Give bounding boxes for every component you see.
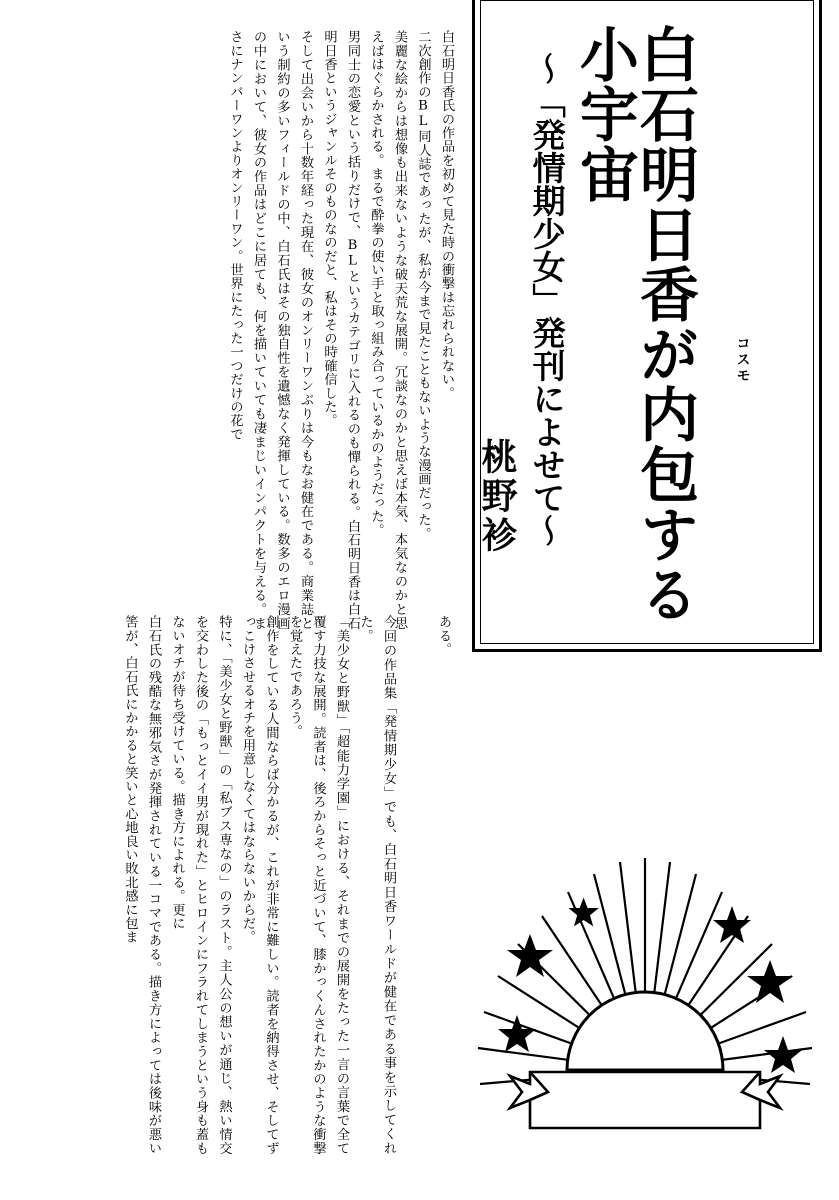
body-text-lower	[60, 615, 400, 1155]
sun-disc	[567, 992, 723, 1070]
paragraph: 白石氏の残酷な無邪気さが発揮されている一コマである。描き方によっては後味が悪い筈が、白石氏にかかると笑いと心地良い敗北感に包ま	[122, 615, 161, 1155]
body-text-upper	[38, 30, 458, 630]
paragraph: そして出会いから十数年経った現在、彼女のオンリーワンぶりは今もなお健在である。商業誌という制約の多いフィールドの中、白石氏はその独自性を遺憾なく発揮している。数多のエロ漫画の中において、彼女の作品はどこに居ても、何を描いていても凄まじいインパクトを与える。まさにナンバーワンよりオンリーワン。世界にたった一つだけの花で	[227, 30, 313, 630]
ribbon-banner	[510, 1072, 780, 1128]
page-title: 白石明日香が内包する小宇宙	[569, 24, 699, 624]
paragraph: 創作をしている人間ならば分かるが、これが非常に難しい。読者を納得させ、そしてずっこけさせるオチを用意しなくてはならないからだ。	[240, 615, 279, 1155]
paragraph: 二次創作のBL同人誌であったが、私が今まで見たこともないような漫画だった。	[415, 30, 431, 541]
paragraph: 白石明日香氏の作品を初めて見た時の衝撃は忘れられない。	[439, 30, 454, 400]
paragraph: 美麗な絵からは想像も出来ないような破天荒な展開。冗談なのかと思えば本気、本気なのかと思えばはぐらかされる。まるで酔拳の使い手と取っ組み合っているかのようだった。	[368, 30, 407, 630]
paragraph: 「美少女と野獣」「超能力学園」における、それまでの展開をたった一言の言葉で全て覆す力技な展開。読者は、後ろからそっと近づいて、膝かっくんされたかのような衝撃を覚えたであろう。	[287, 615, 349, 1155]
paragraph: 今回の作品集「発情期少女」でも、白石明日香ワールドが健在である事を示してくれた。	[357, 615, 396, 1155]
starburst-with-banner-illustration	[470, 840, 820, 1170]
paragraph: ある。	[436, 615, 451, 657]
star-icon	[747, 960, 793, 1003]
paragraph: 特に、「美少女と野獣」の「私ブス専なの」のラスト。主人公の想いが通じ、熱い情交を交わした後の「もっとイイ男が現れた」とヒロインにフラれてしまうという身も蓋もないオチが待ち受けている。描き方によれる。更に	[169, 615, 232, 1155]
star-icon	[713, 906, 751, 943]
title-text-group	[472, 0, 822, 660]
author-name: 桃野袗	[476, 438, 518, 555]
star-icon	[764, 1036, 802, 1073]
paragraph: 男同士の恋愛という括りだけで、BLというカテゴリに入れるのも憚られる。白石明日香は白石明日香というジャンルそのものなのだと、私はその時確信した。	[321, 30, 360, 630]
star-icon	[498, 1015, 536, 1052]
subtitle: 〜「発情期少女」発刊によせて〜	[527, 52, 567, 547]
title-ruby-cosmo: コスモ	[734, 336, 751, 384]
body-text-lower-right	[395, 615, 455, 1155]
